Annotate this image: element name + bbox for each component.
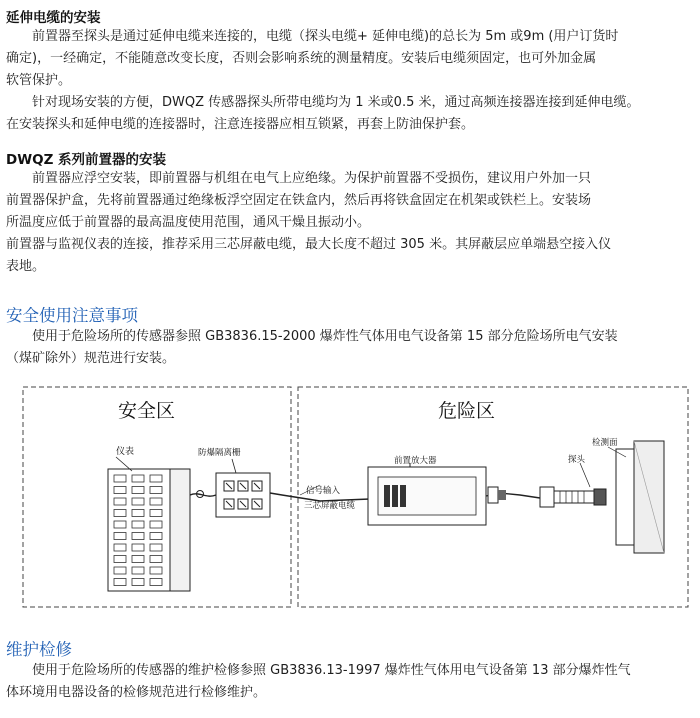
preamp-install-paragraph — [6, 168, 692, 278]
safety-paragraph — [6, 326, 692, 370]
installation-diagram — [20, 383, 692, 611]
instrument-label: 仪表 — [116, 447, 135, 457]
section-title-safety: 安全使用注意事项 — [6, 306, 138, 325]
preamp-label: 前置放大器 — [394, 456, 437, 466]
text-line: 体环境用电器设备的检修规范进行检修维护。 — [6, 685, 267, 700]
probe-body — [540, 487, 606, 507]
text-line: （煤矿除外）规范进行安装。 — [6, 351, 176, 366]
instrument-rack — [108, 457, 190, 591]
text-line: 确定)，一经确定，不能随意改变长度，否则会影响系统的测量精度。安装后电缆须固定，也可外加金属 — [6, 51, 597, 66]
text-line: 在安装探头和延伸电缆的连接器时，注意连接器应相互锁紧，再套上防油保护套。 — [6, 117, 475, 132]
surface-label: 检测面 — [592, 438, 618, 448]
text-line: 前置器应浮空安装，即前置器与机组在电气上应绝缘。为保护前置器不受损伤，建议用户外加一只 — [6, 171, 592, 186]
barrier-device — [216, 459, 270, 517]
preamplifier-device — [368, 463, 486, 525]
section-title-cable-install: 延伸电缆的安装 — [6, 10, 101, 26]
text-line: 针对现场安装的方便，DWQZ 传感器探头所带电缆均为 1 米或0.5 米，通过高频连接器连接到延伸电缆。 — [6, 95, 640, 110]
text-line: 所温度应低于前置器的最高温度使用范围，通风干燥且振动小。 — [6, 215, 371, 230]
text-line: 使用于危险场所的传感器参照 GB3836.15-2000 爆炸性气体用电气设备第 15 部分危险场所电气安装 — [6, 329, 618, 344]
cable-install-paragraph — [6, 26, 692, 136]
safe-zone-label: 安全区 — [118, 400, 176, 422]
text-line: 前置器与监视仪表的连接，推荐采用三芯屏蔽电缆，最大长度不超过 305 米。其屏蔽层应单端悬空接入仪 — [6, 237, 612, 252]
text-line: 软管保护。 — [6, 73, 72, 88]
section-title-maintenance: 维护检修 — [6, 640, 72, 659]
measured-surface — [616, 441, 664, 553]
barrier-label: 防爆隔离栅 — [198, 448, 241, 458]
connector-icon — [488, 487, 506, 503]
section-title-preamp-install: DWQZ 系列前置器的安装 — [6, 152, 167, 168]
signal-input-label: 信号输入 — [306, 486, 341, 496]
text-line: 前置器至探头是通过延伸电缆来连接的，电缆（探头电缆+ 延伸电缆)的总长为 5m 或9m (用户订货时 — [6, 29, 619, 44]
probe-label: 探头 — [568, 455, 586, 465]
maintenance-paragraph — [6, 660, 692, 704]
text-line: 前置器保护盒，先将前置器通过绝缘板浮空固定在铁盒内，然后再将铁盒固定在机架或铁栏上。安装场 — [6, 193, 592, 208]
text-line: 表地。 — [6, 259, 46, 274]
text-line: 使用于危险场所的传感器的维护检修参照 GB3836.13-1997 爆炸性气体用电气设备第 13 部分爆炸性气 — [6, 663, 631, 678]
cable-label: 三芯屏蔽电缆 — [304, 501, 356, 511]
danger-zone-label: 危险区 — [438, 400, 496, 422]
